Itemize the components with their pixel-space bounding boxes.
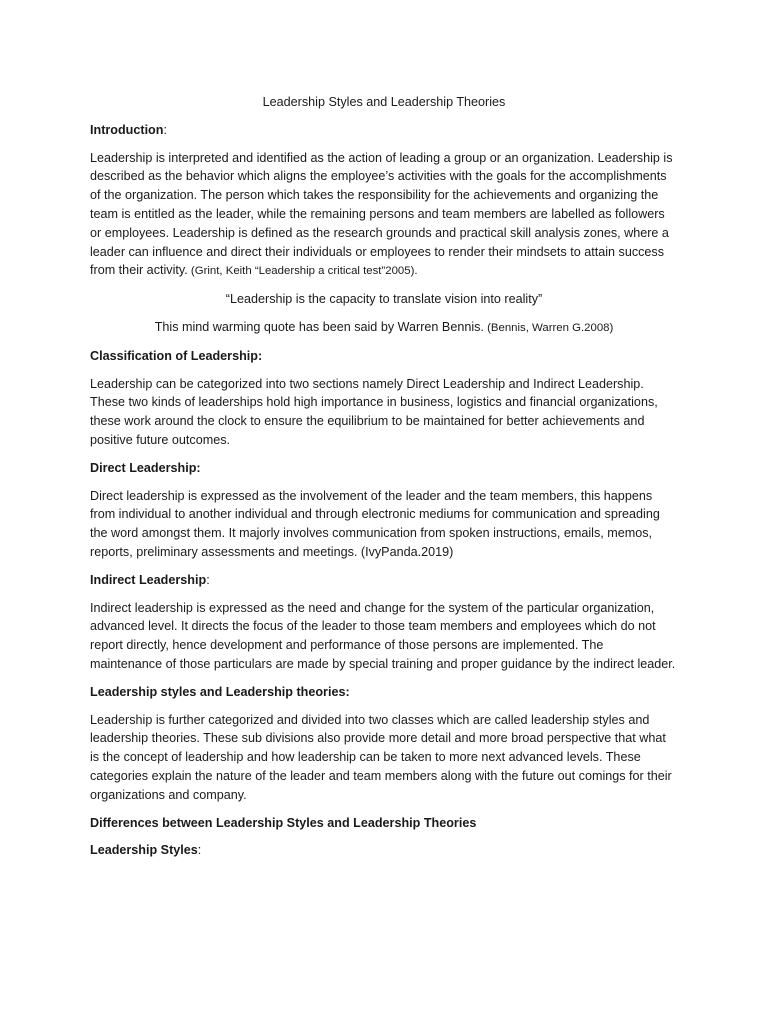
introduction-heading-text: Introduction [90, 122, 164, 137]
introduction-paragraph [90, 149, 678, 282]
quote: “Leadership is the capacity to translate vision into reality” [225, 292, 543, 307]
classification-paragraph: Leadership can be categorized into two sections namely Direct Leadership and Indirect Leadership. These two kinds of leaderships hold high importance in business, logistics and financial organizations, these work around the clock to ensure the equilibrium to be maintained for better achievements and positive future outcomes. [90, 376, 658, 447]
differences-heading: Differences between Leadership Styles and Leadership Theories [90, 815, 477, 830]
introduction-heading-colon: : [163, 122, 167, 137]
introduction-citation: (Grint, Keith “Leadership a critical test”2005). [187, 265, 418, 278]
styles-theories-paragraph: Leadership is further categorized and divided into two classes which are called leadership styles and leadership theories. These sub divisions also provide more detail and more broad perspective that what is the concept of leadership and how leadership can be taken to more next advanced levels. These categories explain the nature of the leader and team members along with the future out comings for their organizations and company. [90, 712, 672, 802]
indirect-leadership-heading-colon: : [206, 572, 210, 587]
quote-attribution-line [90, 318, 678, 338]
styles-theories-heading: Leadership styles and Leadership theories: [90, 684, 350, 699]
leadership-styles-heading-text: Leadership Styles [90, 843, 198, 858]
quote-citation: (Bennis, Warren G.2008) [483, 321, 614, 334]
introduction-body: Leadership is interpreted and identified as the action of leading a group or an organization. Leadership is described as the behavior which aligns the employee’s activities with the goals for the accomplishments of the organization. The person which takes the responsibility for the achievements and organizing the team is entitled as the leader, while the remaining persons and team members are labelled as followers or employees. Leadership is defined as the research grounds and practical skill analysis zones, where a leader can influence and direct their individuals or employees to render their mindsets to attain success from their activity. [90, 150, 673, 278]
indirect-leadership-paragraph: Indirect leadership is expressed as the need and change for the system of the particular organization, advanced level. It directs the focus of the leader to those team members and employees which do not report directly, hence development and performance of those persons are implemented. The maintenance of those particulars are made by special training and proper guidance by the indirect leader. [90, 600, 676, 671]
direct-leadership-paragraph: Direct leadership is expressed as the involvement of the leader and the team members, this happens from individual to another individual and through electronic mediums for communication and spreading the word amongst them. It majorly involves communication from spoken instructions, emails, memos, reports, preliminary assessments and meetings. (IvyPanda.2019) [90, 488, 660, 559]
leadership-styles-heading [90, 841, 678, 860]
indirect-leadership-heading [90, 571, 678, 590]
classification-heading: Classification of Leadership: [90, 348, 263, 363]
direct-leadership-heading: Direct Leadership: [90, 460, 201, 475]
leadership-styles-heading-colon: : [197, 843, 202, 858]
quote-attribution: This mind warming quote has been said by Warren Bennis. [154, 319, 484, 334]
indirect-leadership-heading-text: Indirect Leadership [90, 572, 207, 587]
document-title: Leadership Styles and Leadership Theories [262, 95, 506, 109]
introduction-heading [90, 121, 678, 140]
